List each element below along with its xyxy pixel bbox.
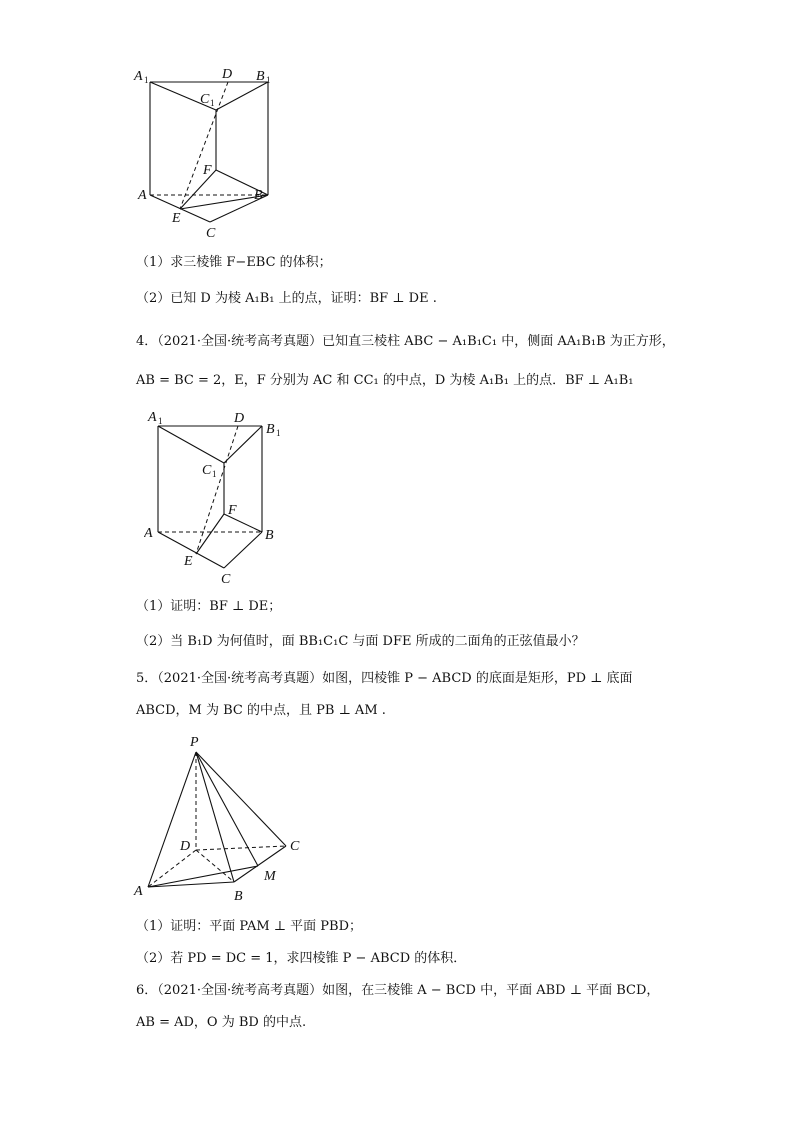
prism-figure-2 [144, 408, 294, 588]
prism-figure-1 [130, 62, 280, 242]
label-c1: C [200, 92, 210, 107]
label-d: D [180, 839, 191, 854]
p5-stem-line-1: 5．（2021·全国·统考高考真题）如图，四棱锥 P − ABCD 的底面是矩形，PD ⊥ 底面 [136, 671, 633, 686]
label-f: F [228, 503, 237, 518]
label-a1: A [134, 69, 143, 84]
p3-question-2: （2）已知 D 为棱 A₁B₁ 上的点，证明：BF ⊥ DE . [136, 291, 437, 306]
label-c1: C [202, 463, 212, 478]
label-b: B [234, 889, 243, 904]
label-p: P [190, 735, 199, 750]
label-a: A [144, 526, 153, 541]
p4-question-1: （1）证明：BF ⊥ DE； [136, 599, 282, 614]
p5-question-2: （2）若 PD = DC = 1，求四棱锥 P − ABCD 的体积． [136, 951, 467, 966]
label-c: C [221, 572, 231, 587]
label-b: B [254, 188, 263, 203]
label-b1: B [256, 69, 265, 84]
p6-stem-line-2: AB = AD，O 为 BD 的中点. [136, 1015, 307, 1030]
p5-stem-line-2: ABCD，M 为 BC 的中点，且 PB ⊥ AM . [136, 703, 386, 718]
label-a1-sub: 1 [158, 416, 163, 426]
p5-question-1: （1）证明：平面 PAM ⊥ 平面 PBD； [136, 919, 363, 934]
label-a: A [138, 188, 147, 203]
label-d: D [222, 67, 233, 82]
label-b1: B [266, 422, 275, 437]
label-f: F [203, 163, 212, 178]
pyramid-figure [130, 732, 310, 904]
label-a1-sub: 1 [144, 75, 149, 85]
label-a1: A [148, 410, 157, 425]
p4-stem-line-1: 4．（2021·全国·统考高考真题）已知直三棱柱 ABC − A₁B₁C₁ 中，侧面 AA₁B₁B 为正方形， [136, 334, 675, 349]
label-d: D [234, 411, 245, 426]
p4-question-2: （2）当 B₁D 为何值时，面 BB₁C₁C 与面 DFE 所成的二面角的正弦值最小？ [136, 634, 585, 649]
label-m: M [264, 869, 276, 884]
label-c: C [290, 839, 300, 854]
label-c: C [206, 226, 216, 241]
p3-question-1: （1）求三棱锥 F−EBC 的体积； [136, 255, 332, 270]
label-c1-sub: 1 [210, 98, 215, 108]
label-e: E [172, 211, 181, 226]
label-b1-sub: 1 [266, 75, 271, 85]
label-b1-sub: 1 [276, 428, 281, 438]
label-e: E [184, 554, 193, 569]
p6-stem-line-1: 6．（2021·全国·统考高考真题）如图，在三棱锥 A − BCD 中，平面 ABD ⊥ 平面 BCD， [136, 983, 660, 998]
label-b: B [265, 528, 274, 543]
label-c1-sub: 1 [212, 469, 217, 479]
p4-stem-line-2: AB = BC = 2，E，F 分别为 AC 和 CC₁ 的中点，D 为棱 A₁B₁ 上的点．BF ⊥ A₁B₁ [136, 373, 634, 388]
label-a: A [134, 884, 143, 899]
